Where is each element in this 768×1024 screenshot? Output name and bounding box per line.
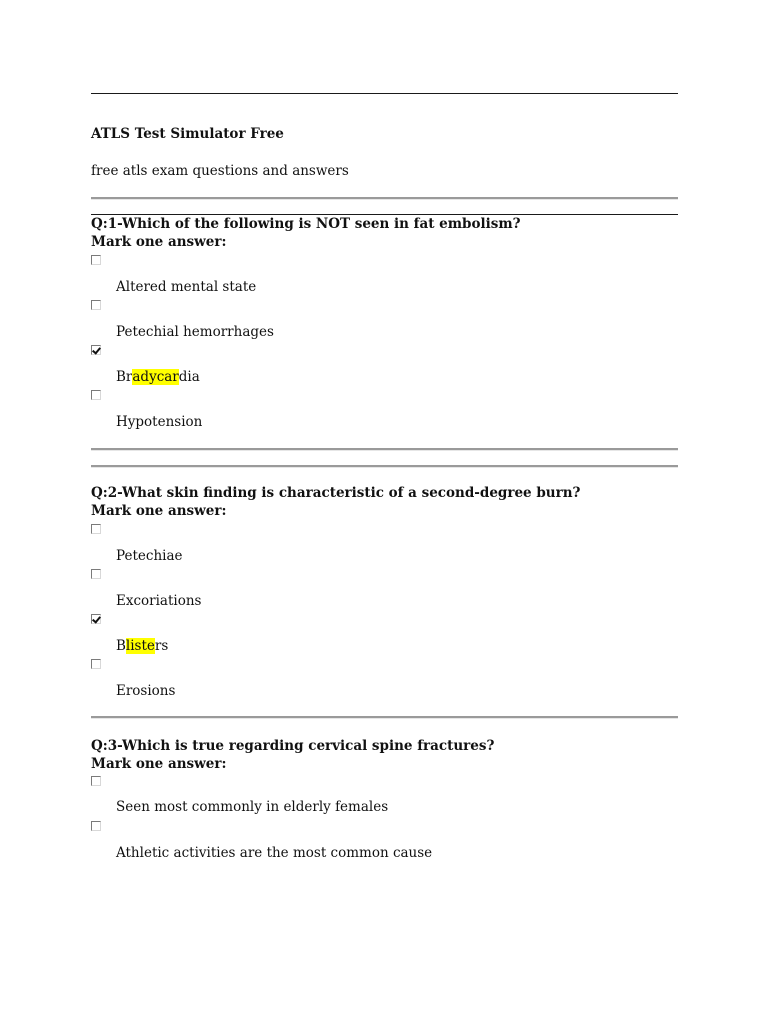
q1-option-3-text-start: Br — [116, 369, 133, 385]
q2-option-4-checkbox[interactable] — [91, 659, 101, 669]
q2-option-3-checkbox[interactable] — [91, 614, 101, 624]
q2-option-2-checkbox[interactable] — [91, 569, 101, 579]
q2-option-3-highlight: liste — [125, 638, 155, 654]
q2-option-1-label: Petechiae — [116, 548, 183, 564]
q2-option-2-label: Excoriations — [116, 593, 202, 609]
q1-option-1-label: Altered mental state — [116, 279, 257, 295]
question-3 — [91, 737, 494, 773]
q1-option-2-label: Petechial hemorrhages — [116, 324, 274, 340]
page-title: ATLS Test Simulator Free — [91, 126, 284, 142]
top-divider — [91, 93, 678, 94]
section-divider — [91, 716, 678, 719]
q2-option-3-text-end: rs — [154, 638, 169, 654]
q1-option-2-checkbox[interactable] — [91, 300, 101, 310]
q3-option-1-checkbox[interactable] — [91, 776, 101, 786]
q2-option-3-text-start: B — [116, 638, 126, 654]
q3-option-1-label: Seen most commonly in elderly females — [116, 799, 389, 815]
q2-option-3-label — [116, 638, 168, 654]
question-3-prompt: Q:3-Which is true regarding cervical spine fractures? — [91, 738, 495, 754]
q1-option-4-label: Hypotension — [116, 414, 203, 430]
q1-option-3-highlight: adycar — [132, 369, 179, 385]
section-divider — [91, 448, 678, 451]
q3-option-2-checkbox[interactable] — [91, 821, 101, 831]
question-2-instruction: Mark one answer: — [91, 503, 227, 519]
q1-option-3-label — [116, 369, 200, 385]
question-2-prompt: Q:2-What skin finding is characteristic of a second-degree burn? — [91, 485, 581, 501]
question-1-prompt: Q:1-Which of the following is NOT seen in fat embolism? — [91, 216, 521, 232]
question-2 — [91, 484, 580, 520]
page-subtitle: free atls exam questions and answers — [91, 163, 349, 179]
question-3-instruction: Mark one answer: — [91, 756, 227, 772]
section-divider — [91, 197, 678, 200]
q1-option-3-text-end: dia — [178, 369, 200, 385]
section-divider — [91, 465, 678, 468]
q2-option-4-label: Erosions — [116, 683, 176, 699]
question-1 — [91, 215, 521, 251]
question-1-instruction: Mark one answer: — [91, 234, 227, 250]
q1-option-1-checkbox[interactable] — [91, 255, 101, 265]
q2-option-1-checkbox[interactable] — [91, 524, 101, 534]
q1-option-3-checkbox[interactable] — [91, 345, 101, 355]
q1-option-4-checkbox[interactable] — [91, 390, 101, 400]
q3-option-2-label: Athletic activities are the most common cause — [116, 845, 433, 861]
